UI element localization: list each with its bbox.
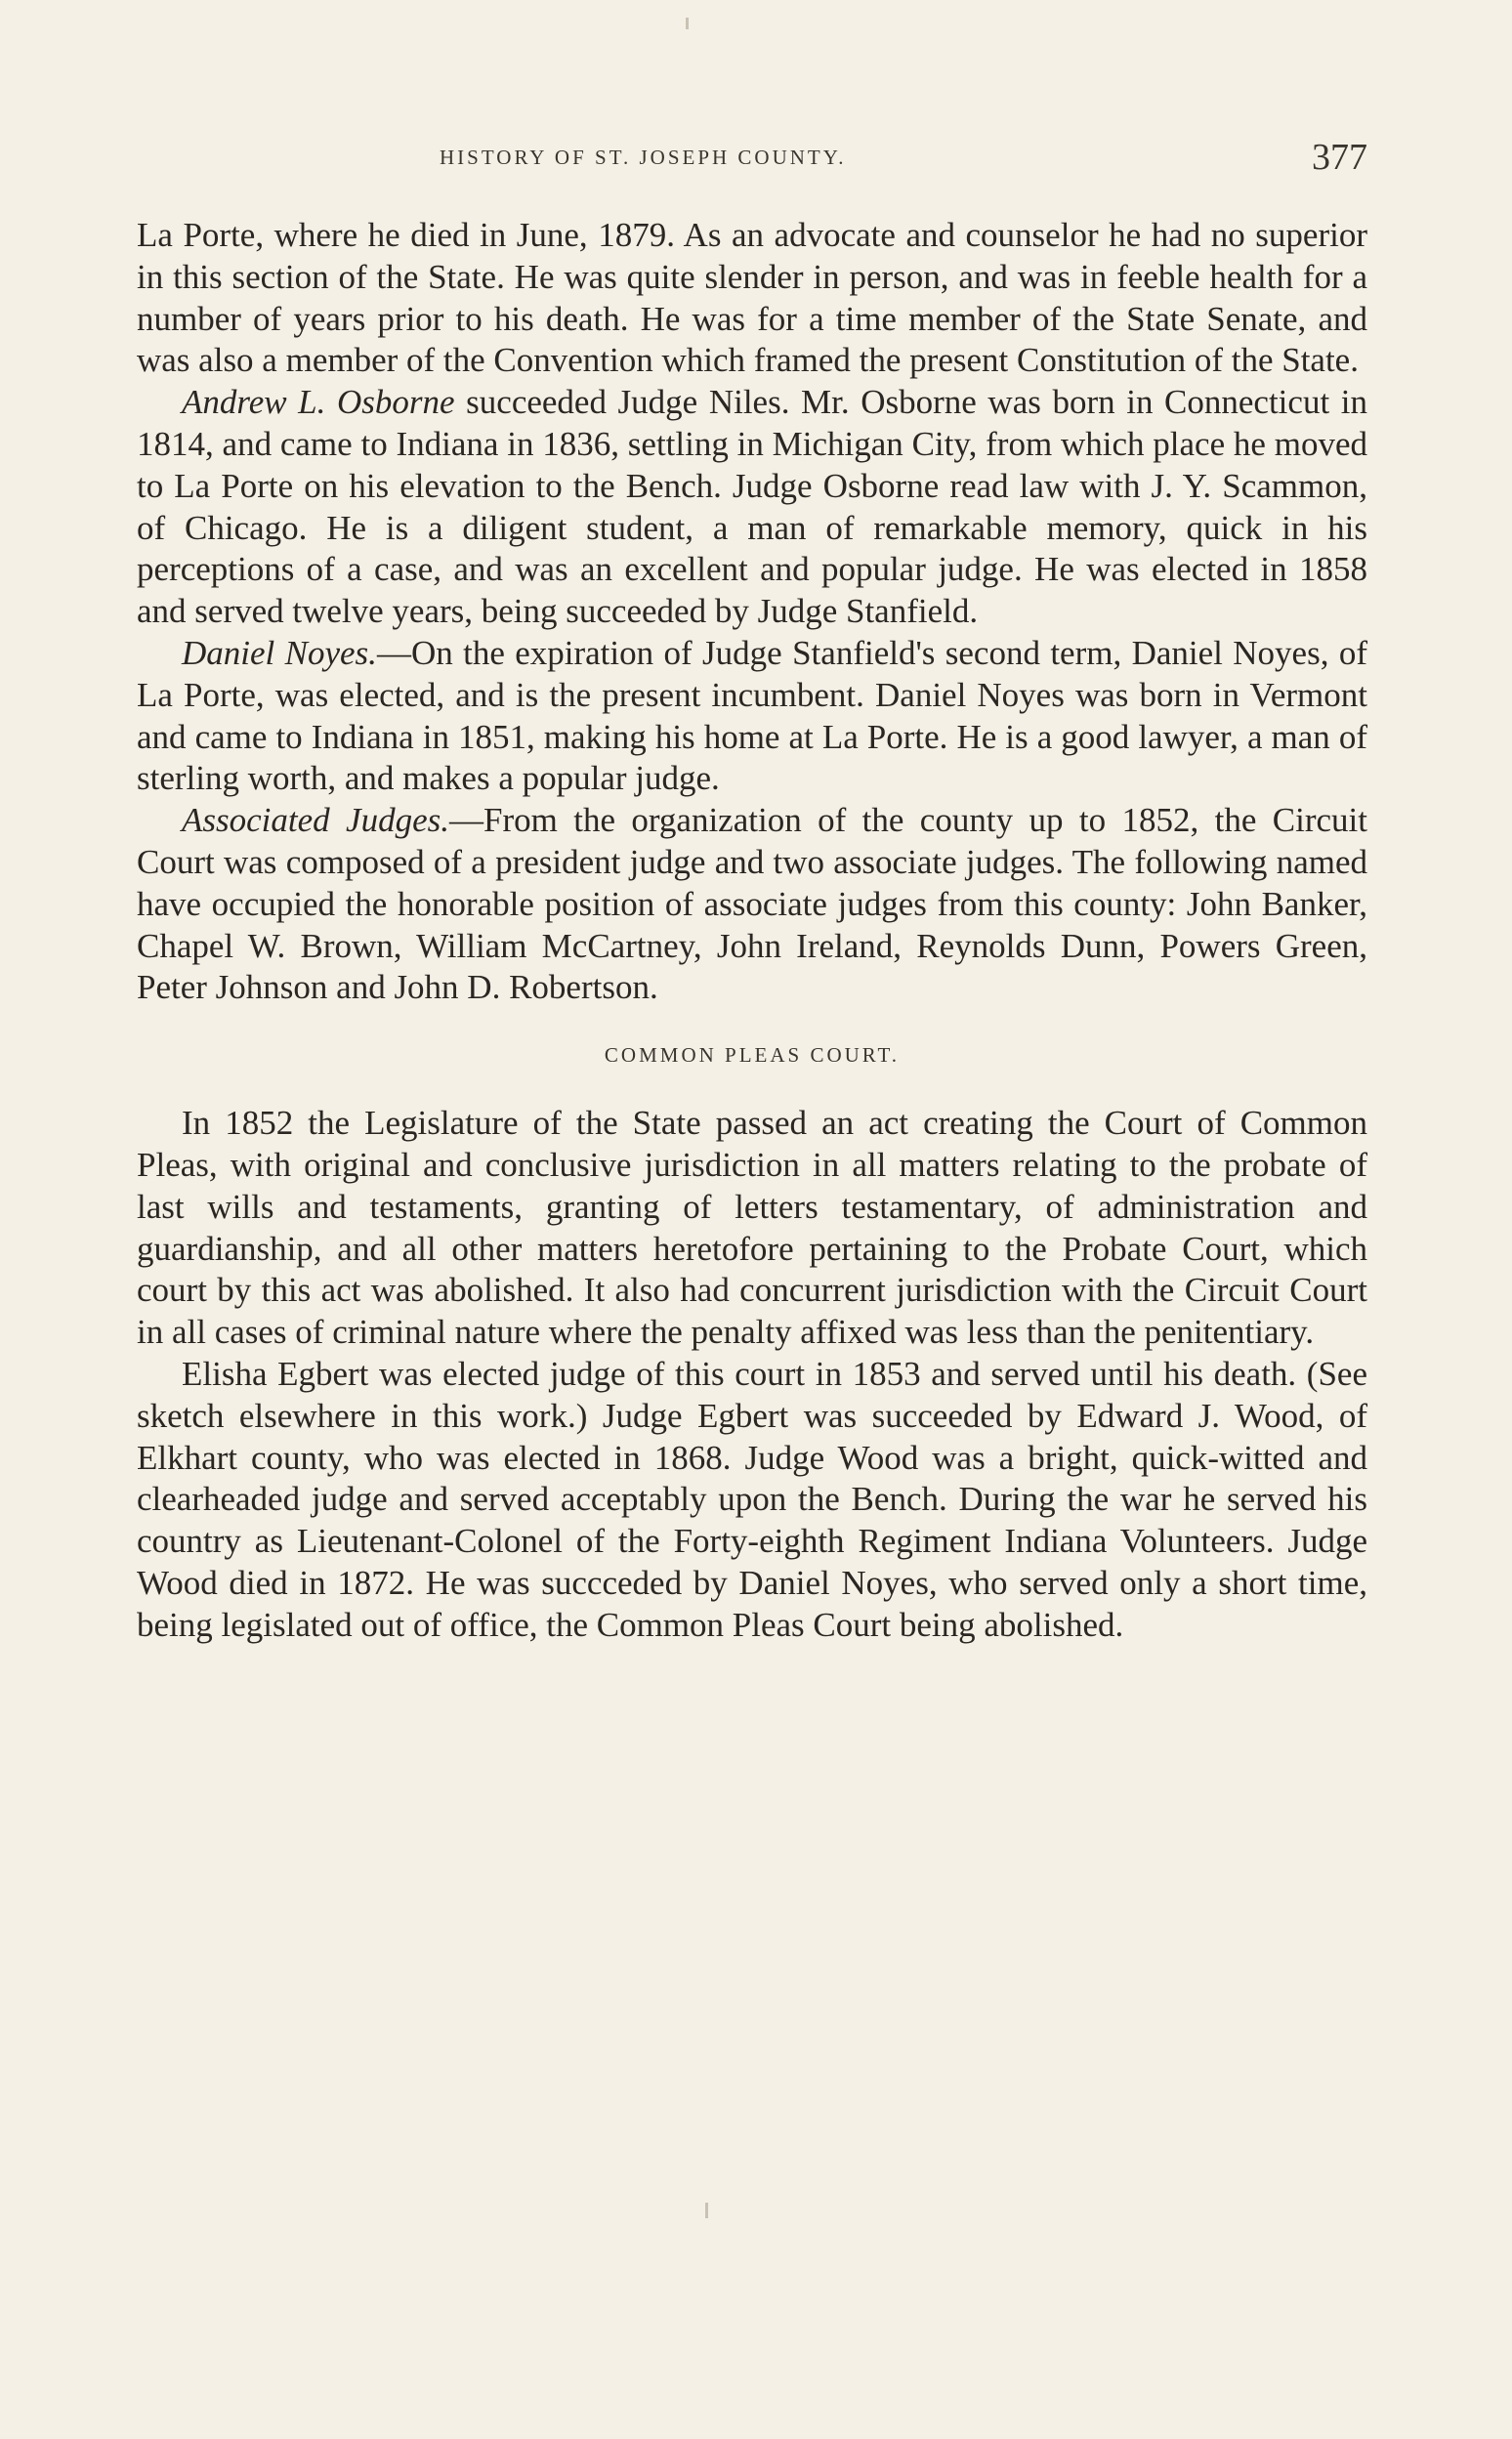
paragraph-common-pleas-act: [137, 1103, 1367, 1354]
paragraph-continuation: [137, 215, 1367, 382]
section-heading: COMMON PLEAS COURT.: [604, 1043, 901, 1068]
body-text: [137, 215, 1367, 1647]
paragraph-text: Elisha Egbert was elected judge of this court in 1853 and served until his death. (See sketch elsewhere in this work.) Judge Egbert was succeeded by Edward J. Wood, of Elkhart county, who was elected in 1868. Judge Wood was a bright, quick-witted and clearheaded judge and served acceptably upon the Bench. During the war he served his country as Lieutenant-Colonel of the Forty-eighth Regiment Indiana Volunteers. Judge Wood died in 1872. He was succceded by Daniel Noyes, who served only a short time, being legislated out of office, the Common Pleas Court being abolished.: [137, 1354, 1367, 1644]
paragraph-text: —On the expiration of Judge Stanfield's second term, Daniel Noyes, of La Porte, was elected, and is the present incumbent. Daniel Noyes was born in Vermont and came to Indiana in 1851, making his home at La Porte. He is a good lawyer, a man of sterling worth, and makes a popular judge.: [137, 633, 1367, 798]
paragraph-osborne: [137, 382, 1367, 633]
paragraph-lead-noyes: Daniel Noyes.: [182, 633, 377, 672]
paragraph-text: —From the organization of the county up to 1852, the Circuit Court was composed of a president judge and two associate judges. The following named have occupied the honorable position of associate judges from this county: John Banker, Chapel W. Brown, William McCartney, John Ireland, Reynolds Dunn, Powers Green, Peter Johnson and John D. Robertson.: [137, 801, 1368, 1007]
paragraph-text: In 1852 the Legislature of the State passed an act creating the Court of Common Pleas, with original and conclusive jurisdiction in all matters relating to the probate of last wills and testaments, granting of letters testamentary, of administration and guardianship, and all other matters heretofore pertaining to the Probate Court, which court by this act was abolished. It also had concurrent jurisdiction with the Circuit Court in all cases of criminal nature where the penalty affixed was less than the penitentiary.: [137, 1104, 1367, 1352]
stray-mark-top: [686, 18, 689, 29]
paragraph-lead-associated-judges: Associated Judges.: [182, 801, 449, 840]
page-number: 377: [1312, 137, 1367, 178]
paragraph-text: succeeded Judge Niles. Mr. Osborne was born in Connecticut in 1814, and came to Indiana in 1836, settling in Michigan City, from which place he moved to La Porte on his elevation to the Bench. Judge Osborne read law with J. Y. Scammon, of Chicago. He is a diligent student, a man of remarkable memory, quick in his perceptions of a case, and was an excellent and popular judge. He was elected in 1858 and served twelve years, being succeeded by Judge Stanfield.: [137, 383, 1367, 631]
stray-mark-bottom: [705, 2203, 708, 2218]
paragraph-text: La Porte, where he died in June, 1879. As an advocate and counselor he had no superior in this section of the State. He was quite slender in person, and was in feeble health for a number of years prior to his death. He was for a time member of the State Senate, and was also a member of the Convention which framed the present Constitution of the State.: [137, 216, 1367, 380]
paragraph-associated-judges: [137, 800, 1367, 1009]
page-header: [137, 137, 1367, 190]
running-title: HISTORY OF ST. JOSEPH COUNTY.: [440, 146, 847, 169]
paragraph-common-pleas-judges: [137, 1354, 1367, 1647]
paragraph-lead-osborne: Andrew L. Osborne: [182, 383, 455, 422]
paragraph-noyes: [137, 633, 1367, 800]
